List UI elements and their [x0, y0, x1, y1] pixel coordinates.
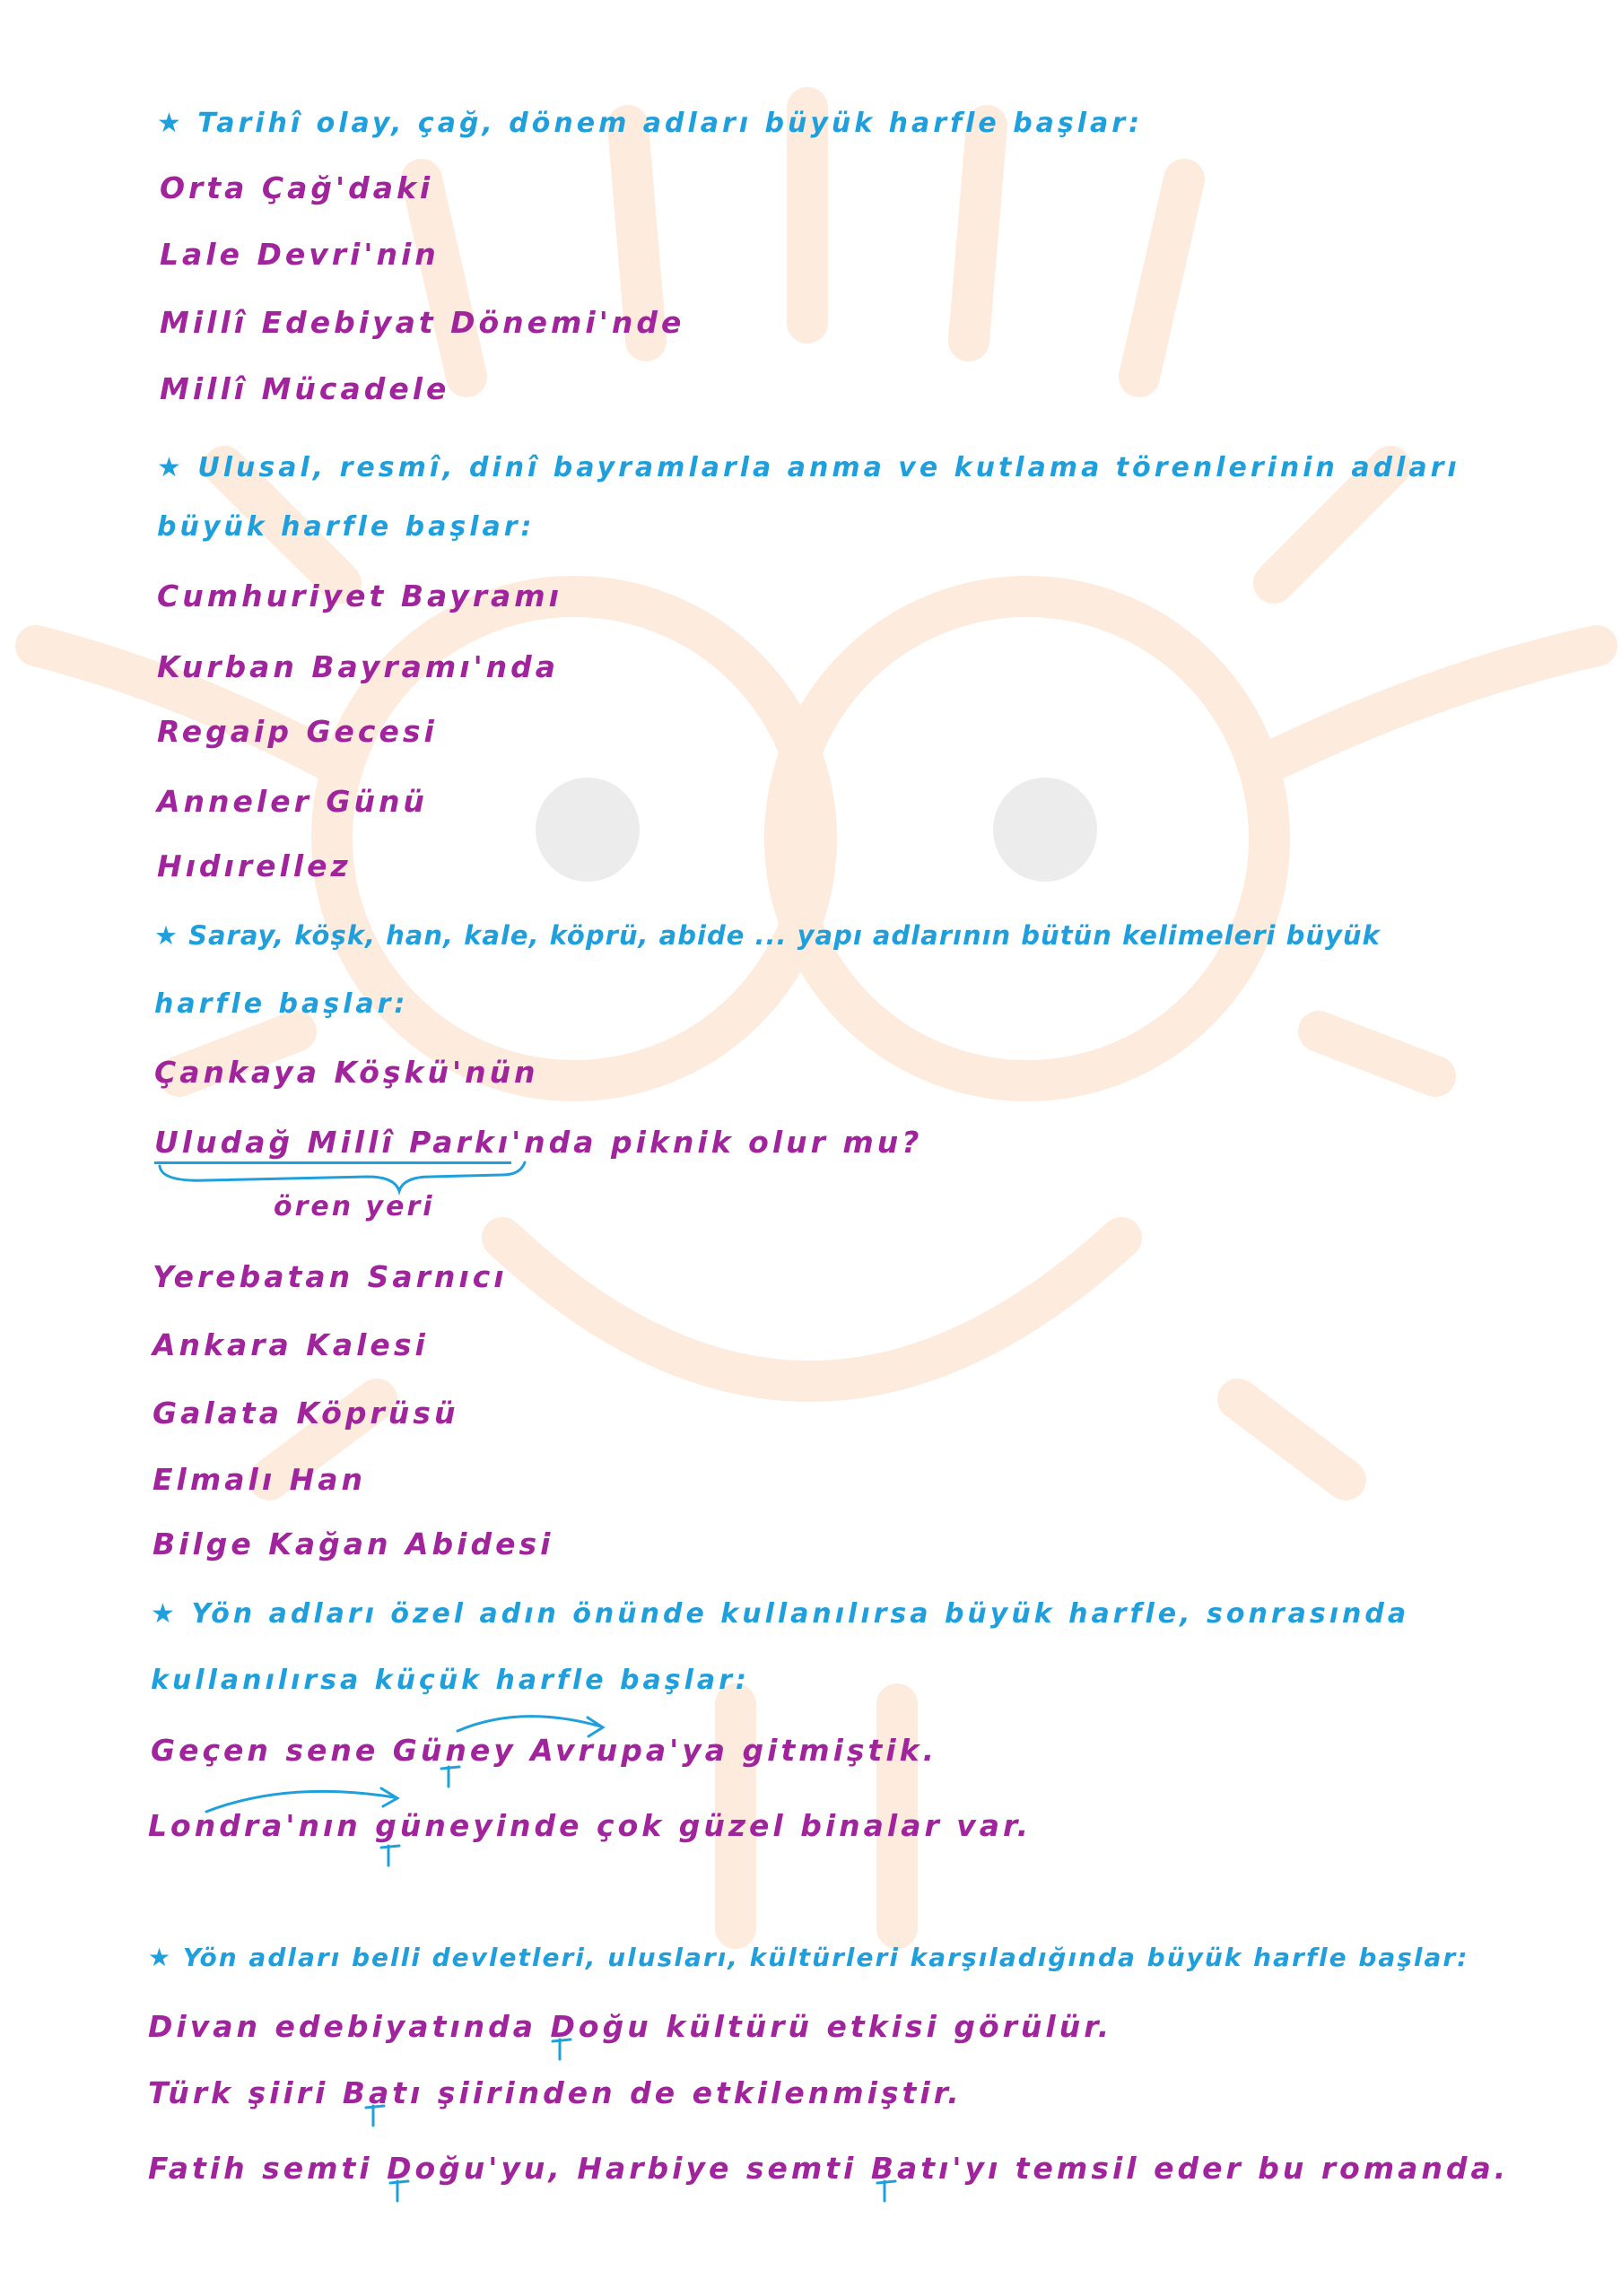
example-line: Millî Edebiyat Dönemi'nde	[160, 305, 685, 340]
example-line: Ankara Kalesi	[153, 1327, 429, 1362]
example-line: Anneler Günü	[157, 784, 428, 819]
heading-line: ★ Tarihî olay, çağ, dönem adları büyük harfle başlar:	[157, 108, 1144, 139]
heading-line: kullanılırsa küçük harfle başlar:	[151, 1665, 750, 1696]
example-line: Galata Köprüsü	[153, 1396, 459, 1431]
underlined-park-name: Uludağ Millî Parkı	[154, 1125, 511, 1164]
example-line: Elmalı Han	[153, 1462, 366, 1497]
example-line: Fatih semti Doğu'yu, Harbiye semti Batı'yı temsil eder bu romanda.	[148, 2151, 1510, 2186]
sentence-rest: 'nda piknik olur mu?	[511, 1125, 923, 1160]
example-line: Millî Mücadele	[160, 371, 450, 406]
heading-line: ★ Yön adları özel adın önünde kullanılırsa büyük harfle, sonrasında	[151, 1598, 1410, 1630]
example-line: Türk şiiri Batı şiirinden de etkilenmiştir.	[148, 2075, 963, 2110]
example-line: Londra'nın güneyinde çok güzel binalar var.	[148, 1808, 1033, 1843]
example-line: Hıdırellez	[157, 848, 352, 883]
heading-line: harfle başlar:	[154, 988, 409, 1020]
heading-line: büyük harfle başlar:	[157, 511, 536, 543]
example-line: Cumhuriyet Bayramı	[157, 578, 562, 613]
example-line: Yerebatan Sarnıcı	[153, 1259, 508, 1294]
heading-line: ★ Yön adları belli devletleri, ulusları, kültürleri karşıladığında büyük harfle başlar:	[148, 1943, 1469, 1972]
example-line: Bilge Kağan Abidesi	[153, 1526, 554, 1561]
example-line-underlined	[154, 1125, 922, 1160]
heading-line: ★ Ulusal, resmî, dinî bayramlarla anma ve kutlama törenlerinin adları	[157, 452, 1460, 483]
example-line: Lale Devri'nin	[160, 237, 440, 272]
example-line: Çankaya Köşkü'nün	[154, 1055, 539, 1090]
example-line: Geçen sene Güney Avrupa'ya gitmiştik.	[151, 1733, 938, 1768]
brace-note: ören yeri	[274, 1191, 435, 1222]
example-line: Orta Çağ'daki	[160, 170, 434, 205]
example-line: Kurban Bayramı'nda	[157, 649, 560, 684]
example-line: Divan edebiyatında Doğu kültürü etkisi görülür.	[148, 2009, 1113, 2044]
heading-line: ★ Saray, köşk, han, kale, köprü, abide ... yapı adlarının bütün kelimeleri büyük	[154, 920, 1381, 951]
example-line: Regaip Gecesi	[157, 714, 438, 749]
